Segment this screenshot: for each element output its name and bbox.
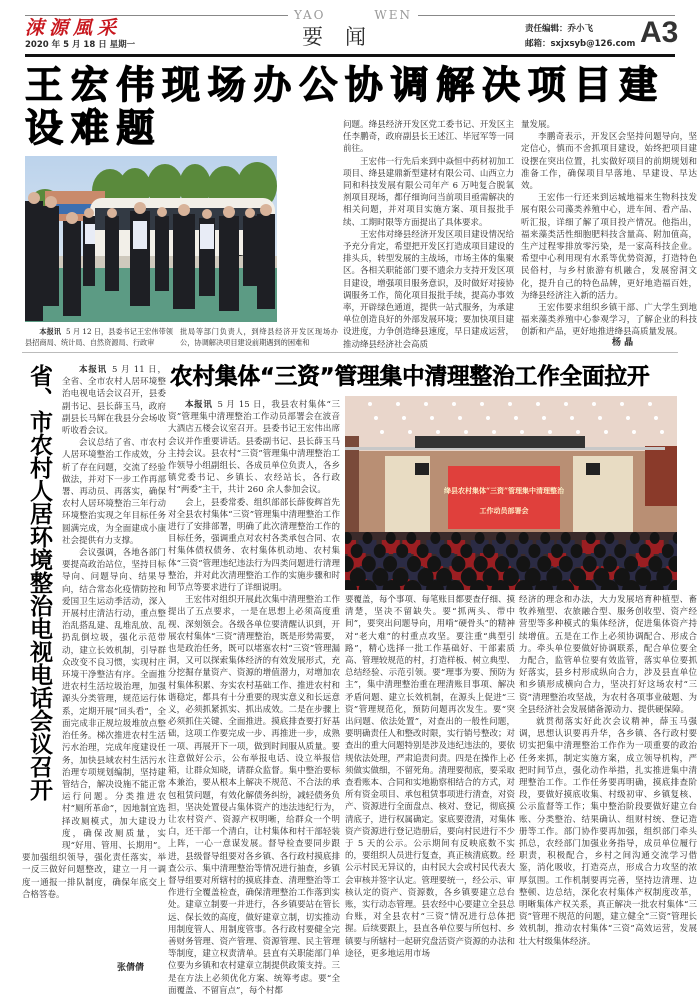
article3-headline: 农村集体“三资”管理集中清理整治工作全面拉开: [170, 364, 650, 390]
audience-head: [351, 544, 363, 558]
ceiling-light: [424, 402, 428, 406]
pinyin-yao: YAO: [294, 8, 326, 22]
meeting-banner-screen: [448, 466, 560, 529]
ceiling-light: [486, 416, 490, 420]
ceiling-light: [492, 430, 496, 434]
article2-author: 张倩倩: [117, 963, 145, 973]
audience-head: [406, 532, 416, 544]
screen-line-1: 绛县农村集体“三资”管理集中清理整治: [443, 486, 565, 495]
article3-paragraph: 王宏伟对组织开展此次集中清理整治工作提出了五点要求，一是在思想上必须高度重视、深刻领会。各级各单位要清醒认识到，开展农村集体“三资”清理整治，既是形势需要，也是政治任务，既可以堵塞农村“三资”管理漏洞，又可以探索集体经济的有效发展形式，充分挖掘存量资产、资源的增值潜力，对增加农村集体积累、夯实农村基础工作、推进农村和谐稳定，都具有十分重要的现实意义和长远意义，必须抓紧抓实、抓出成效。二是在步骤上必须抓住关键、全面推进。摸底排查要打好基础，这项工作要完成一步、再推进一步，成熟一项、再展开下一项，做到时间服从质量。要注意做好公示，公布举报电话、设立举报信箱，让群众知晓，请群众监督。集中整治要标本兼治，要从根本上解决不规范、不合法的承包租赁问题，有效化解债务纠纷，减轻债务负担，坚决处置侵占集体资产的违法违纪行为，让农村资产、资源产权明晰，给群众一个明白，还干部一个清白，让村集体和村干部轻装上阵，一心一意谋发展。督导检查要同步跟进，县级督导组要对各乡镇、各行政村摸底排查公示、集中清理整治等情况进行抽查，乡镇督导组要对所辖村的摸底排查、清理整治等工作进行全覆盖检查，确保清理整治工作落到实处。建章立制要一并进行，各乡镇要站在管长远、保长效的高度，做好建章立制，切实推动用制度管人、用制度管事。各行政村要健全完善财务管理、资产管理、资源管理、民主管理等制度，建立权责清单。县直有关职能部门单位要为乡镇和农村建章立制提供政策支持。三是在方法上必须优化方案、统筹考虑。要“全面覆盖、不留盲点”，每个村都: [168, 595, 340, 996]
audience-head: [430, 532, 440, 544]
ceiling-light: [598, 416, 602, 420]
ceiling-light: [380, 430, 384, 434]
article1-caption-col2: [180, 326, 338, 348]
ceiling-light: [374, 416, 378, 420]
ceiling-light: [520, 430, 524, 434]
audience-head: [614, 544, 626, 558]
ceiling-light: [548, 430, 552, 434]
site-inspection-photo: [25, 156, 277, 322]
article3-photo: [345, 396, 677, 590]
article1-paragraph: 李鹏奇表示，开发区会坚持问题导向，坚定信心，慎而不舍抓项目建设，始终把项目建设摆在突出位置，扎实做好项目的前期规划和准备工作，确保项目早落地、早建设、早达效。: [521, 132, 697, 192]
audience-head: [537, 556, 551, 572]
audience-head: [561, 532, 571, 544]
page-number: A3: [640, 16, 679, 49]
article1-paragraph: 王宏伟一行先后来到中焱恒中药材初加工项目、绛县建鼎新型建材有限公司、山西立力同和科技发展有限公司年产 6 万吨复合脱氧剂项目现场，都仔细询问当前项目亟需解决的相关问题，并对项目实施方案、项目报批手续、工期时限等方面提出了具体要求。: [343, 156, 514, 228]
article3-col2: [345, 594, 515, 960]
audience-head: [407, 556, 421, 572]
article1-headline: 王宏伟现场办公协调解决项目建设难题: [25, 63, 665, 150]
ceiling-light: [514, 416, 518, 420]
section-divider: [22, 352, 678, 353]
article2-paragraph: 会议强调，各地各部门要提高政治站位，坚持目标导向、问题导向、结果导向，结合常态化疫情防控和爱国卫生运动季活动，深入开展村庄清洁行动，重点整治乱搭乱建、乱堆乱放、乱扔乱倒垃圾，强化示范带动，建立长效机制，引导群众改变不良习惯，实现村庄环境干净整洁有序。全面推进农村生活垃圾治理，加强源头分类管理，规范运行体系，定期开展“回头看”，全面完成非正规垃圾堆放点整治任务。梯次推进农村生活污水治理，完成年度建设任务，加快县域农村生活污水治理专项规划编制，坚持建管结合，解决设施不能正常运行问题。分类推进农村“厕所革命”，因地制宜选择改厕模式，加大建设力度，确保改厕质量，实现“好用、管用、长期用”。要加强组织领导，强化责任落实，举一反三做好问题整改，建立一月一调度一通报一排队制度，确保年底交上合格答卷。: [22, 548, 166, 900]
article3-col1: [168, 399, 340, 997]
article1-photo: [25, 156, 277, 322]
ceiling-light: [632, 430, 636, 434]
article2-text: 5 月 11 日，全省、全市农村人居环境整治电视电话会议召开，县委副书记、县长薛玉马，政府副县长马辉在我县分会场收听收看会议。: [62, 365, 166, 437]
article1-author: 杨 晶: [612, 338, 634, 348]
article1-paragraph: 王宏伟对绛县经济开发区项目建设情况给予充分肯定，希望把开发区打造成项目建设的排头兵，转型发展的主战场，市场主体的集聚区。各相关职能部门要不遗余力支持开发区项目建设，增强项目服务意识，及时做好对接协调服务工作，简化项目报批手续，提高办事效率，开辟绿色通道，提供一站式服务，为承建单位创造良好的外部发展环境；要加快项目建设进度，力争创造绛县速度，早日建成运营，推动绛县经济社会高质: [343, 229, 514, 350]
article1-col3: [343, 119, 514, 351]
article2-lead: 本报讯: [79, 365, 107, 375]
masthead-bottom-rule: [25, 54, 675, 57]
ceiling-light: [660, 430, 664, 434]
audience-head: [383, 556, 397, 572]
ceiling-light: [654, 416, 658, 420]
article1-caption-col1: [25, 326, 173, 348]
ceiling-light: [626, 416, 630, 420]
article3-text: 5 月 15 日，我县农村集体“三资”管理集中清理整治工作动员部署会在波音大酒店五楼会议室召开。县委书记王宏伟出席会议并作重要讲话。县委副书记、县长薛玉马主持会议。县农村“三资”管理集中清理整治工作领导小组副组长、各成员单位负责人，各乡镇党委书记、乡镇长、农经站长，各行政村“两委”主干，共计 260 余人参加会议。: [168, 400, 340, 496]
article1-text: 批局等部门负责人，到绛县经济开发区现场办公，协调解决项目建设前期遇到的困难和: [180, 327, 338, 347]
ceiling-light: [576, 430, 580, 434]
article1-col4: [521, 119, 697, 339]
audience-head: [451, 556, 465, 572]
article1-lead: 本报讯: [39, 327, 61, 336]
article3-lead: 本报讯: [185, 400, 213, 410]
ceiling-light: [480, 402, 484, 406]
article3-col3: [519, 594, 697, 948]
audience-head: [386, 532, 396, 544]
audience-head: [630, 532, 640, 544]
pinyin-wen: WEN: [374, 8, 412, 22]
audience-head: [604, 532, 614, 544]
audience-head: [551, 544, 563, 558]
audience-head: [362, 556, 376, 572]
ceiling-light: [408, 430, 412, 434]
newspaper-logo: 涑源風采: [25, 17, 122, 39]
article2: [22, 364, 166, 901]
section-title: 要闻: [302, 25, 388, 49]
audience-head: [417, 544, 429, 558]
audience-head: [516, 556, 530, 572]
audience-head: [475, 532, 485, 544]
audience-head: [474, 556, 488, 572]
article2-paragraph: 会议总结了省、市农村人居环境整治工作成效，分析了存在问题，交流了经验做法，并对下一步工作再部署、再动员、再落实，确保农村人居环境整治三年行动环境整治实现之年目标任务圆满完成，为全面建成小康社会提供有力支撑。: [62, 438, 166, 546]
article1-paragraph: 量发展。: [521, 120, 556, 130]
audience-head: [362, 532, 372, 544]
audience-head: [586, 532, 596, 544]
ceiling-light: [592, 402, 596, 406]
meeting-hall-photo: [345, 396, 677, 590]
editor-info: [525, 22, 635, 52]
audience-head: [396, 544, 408, 558]
audience-head: [528, 544, 540, 558]
audience-head: [662, 544, 674, 558]
audience-head: [506, 544, 518, 558]
audience-head: [439, 544, 451, 558]
article3-paragraph: 会上，县委常委、组织部部长薛俊辉首先对全县农村集体“三资”管理集中清理整治工作进行了安排部署，明确了此次清理整治工作的目标任务，强调重点对农村各类承包合同、农村集体债权债务、农村集体机动地、农村集体“三资”管理违纪违法行为四类问题进行清理整治，并对此次清理整治工作的实施步骤和时间节点等要求进行了详细说明。: [168, 497, 340, 594]
audience-head: [559, 556, 573, 572]
audience-head: [374, 544, 386, 558]
article1-paragraph: 王宏伟要求组织乡镇干部、广大学生到地福来藻类养殖中心参观学习，了解企业的科技创新和产品，更好地推进绛县高质量发展。: [521, 303, 697, 338]
article1-text: 5 月 12 日，县委书记王宏伟带领县招商局、统计局、自然资源局、行政审: [25, 327, 173, 347]
audience-head: [571, 544, 583, 558]
article2-headline: 省、市农村人居环境整治电视电话会议召开: [26, 364, 52, 801]
ceiling-light: [508, 402, 512, 406]
section-pinyin: [288, 8, 418, 22]
ceiling-light: [604, 430, 608, 434]
audience-head: [583, 556, 597, 572]
editor-name: 责任编辑：乔小飞: [525, 24, 594, 34]
ceiling-light: [464, 430, 468, 434]
article3-paragraph: 经济的理念和办法，大力发展培育种植型、畜牧养殖型、农旅融合型、服务创收型、资产经营型等多种模式的集体经济，促进集体资产持续增值。五是在工作上必须协调配合、形成合力。牵头单位要做好协调联系，配合单位要全力配合，监管单位要有效监管，落实单位要抓好落实，县乡村形成纵向合力，涉及县直单位和乡镇形成横向合力，坚决打好这场农村“三资”清理整治攻坚战，为农村各项事业破题、为全县经济社会发展储备源动力、提供硬保障。: [519, 595, 697, 715]
ceiling-light: [452, 402, 456, 406]
article1-paragraph: 问题。绛县经济开发区党工委书记、开发区主任李鹏奇，政府副县长王述江、毕冠军等一同前往。: [343, 120, 514, 155]
ceiling-light: [620, 402, 624, 406]
ceiling-light: [430, 416, 434, 420]
ceiling-light: [570, 416, 574, 420]
article1-paragraph: 王宏伟一行还来到运城地福来生物科技发展有限公司藻类养殖中心，进车间、看产品、听汇报，详细了解了项目投产情况。他指出，福来藻类活性细胞肥料技含量高、附加值高，生产过程零排放零污染，是一家高科技企业。希望中心利用现有水系等优势资源，打造特色民俗村，与乡村旅游有机融合，发展窑洞文化，提升自己的特色品牌，更好地造福百姓，为绛县经济注入新的活力。: [521, 193, 697, 301]
audience-head: [650, 532, 660, 544]
audience-head: [483, 544, 495, 558]
article3-paragraph: 要覆盖，每个事项、每笔账目都要查仔细、摸清楚，坚决不留缺失。要“抓两头、带中间”，要突出问题导向，用啃“硬骨头”的精神对“老大难”的村重点攻坚。要注重“典型引路”，精心选择一批工作基础好、干部素质高、管理较规范的村，打造样板、树立典型、总结经验、示范引领。要“理事为要、预防为主”，集中清理整治重在理清账目事项、解决矛盾问题、建立长效机制，在源头上促进“三资”管理规范化，预防问题再次发生。要“突出问题、依法处置”，对查出的一般性问题，要明确责任人和整改时限，实行销号整改；对查出的重大问题特别是涉及违纪违法的，要依规依法处理，严肃追责问责。四是在操作上必须做实做细，不留死角。清理要彻底，要采取查看账本、合同和实地勘察相结合的方式，对所有资金项目、承包租赁事项进行清查，对资产、资源进行全面盘点、核对、登记，彻底摸清底子，进行权属确定。家底要澄清，对集体资产资源进行登记造册后，要向村民进行不少于 5 天的公示。公示期间有反映底数不实的，要组织人员进行复查，真正核清底数。经公示村民无异议的，由村民大会或村民代表大会审核并签字认定。管理要统一，经公示、审核认定的资产、资源数，各乡镇要建立总台账，实行动态管理。县农经中心要建立全县总台账，对全县农村“三资”情况进行总体把握。后续要跟上，县直各单位要与所包村、乡镇要与所辖村一起研究盘活资产资源的办法和途径，更多地运用市场: [345, 595, 516, 959]
ceiling-light: [458, 416, 462, 420]
ceiling-light: [536, 402, 540, 406]
audience-head: [451, 532, 461, 544]
audience-head: [460, 544, 472, 558]
ceiling-light: [542, 416, 546, 420]
editor-email: 邮箱：sxjxsyb@126.com: [525, 39, 636, 49]
screen-line-2: 工作动员部署会: [479, 506, 529, 515]
audience-head: [594, 544, 606, 558]
ceiling-light: [368, 402, 372, 406]
ceiling-light: [402, 416, 406, 420]
audience-head: [540, 532, 550, 544]
ceiling-light: [648, 402, 652, 406]
audience-head: [519, 532, 529, 544]
audience-head: [496, 532, 506, 544]
ceiling-light: [436, 430, 440, 434]
issue-date: 2020 年 5 月 18 日 星期一: [25, 40, 136, 50]
ceiling-light: [564, 402, 568, 406]
ceiling-light: [396, 402, 400, 406]
article3-paragraph: 就贯彻落实好此次会议精神，薛玉马强调，思想认识要再升华，各乡镇、各行政村要切实把集中清理整治工作作为一项重要的政治任务来抓，制定实施方案，成立领导机构，严把时间节点，强化动作举措，扎实推进集中清理整治工作。工作任务要再明确，摸底排查阶段，要做好摸底收集、村级初审、乡镇复核、公示监督等工作；集中整治阶段要做好建立台账、分类整治、结果确认、组财村统、登记造册等工作。部门协作要再加强，组织部门牵头抓总，农经部门加强业务指导，成员单位履行职责，积极配合，乡村之间沟通交流学习借鉴，消化吸收，打造亮点，形成合力攻坚的浓厚氛围。工作机制要再完善，坚持边清理、边整顿、边总结，深化农村集体产权制度改革，明晰集体产权关系，真正解决一批农村集体“三资”管理不规范的问题，建立健全“三资”管理长效机制，推动农村集体“三资”高效运营，发展壮大村级集体经济。: [519, 717, 697, 947]
audience-head: [639, 544, 651, 558]
